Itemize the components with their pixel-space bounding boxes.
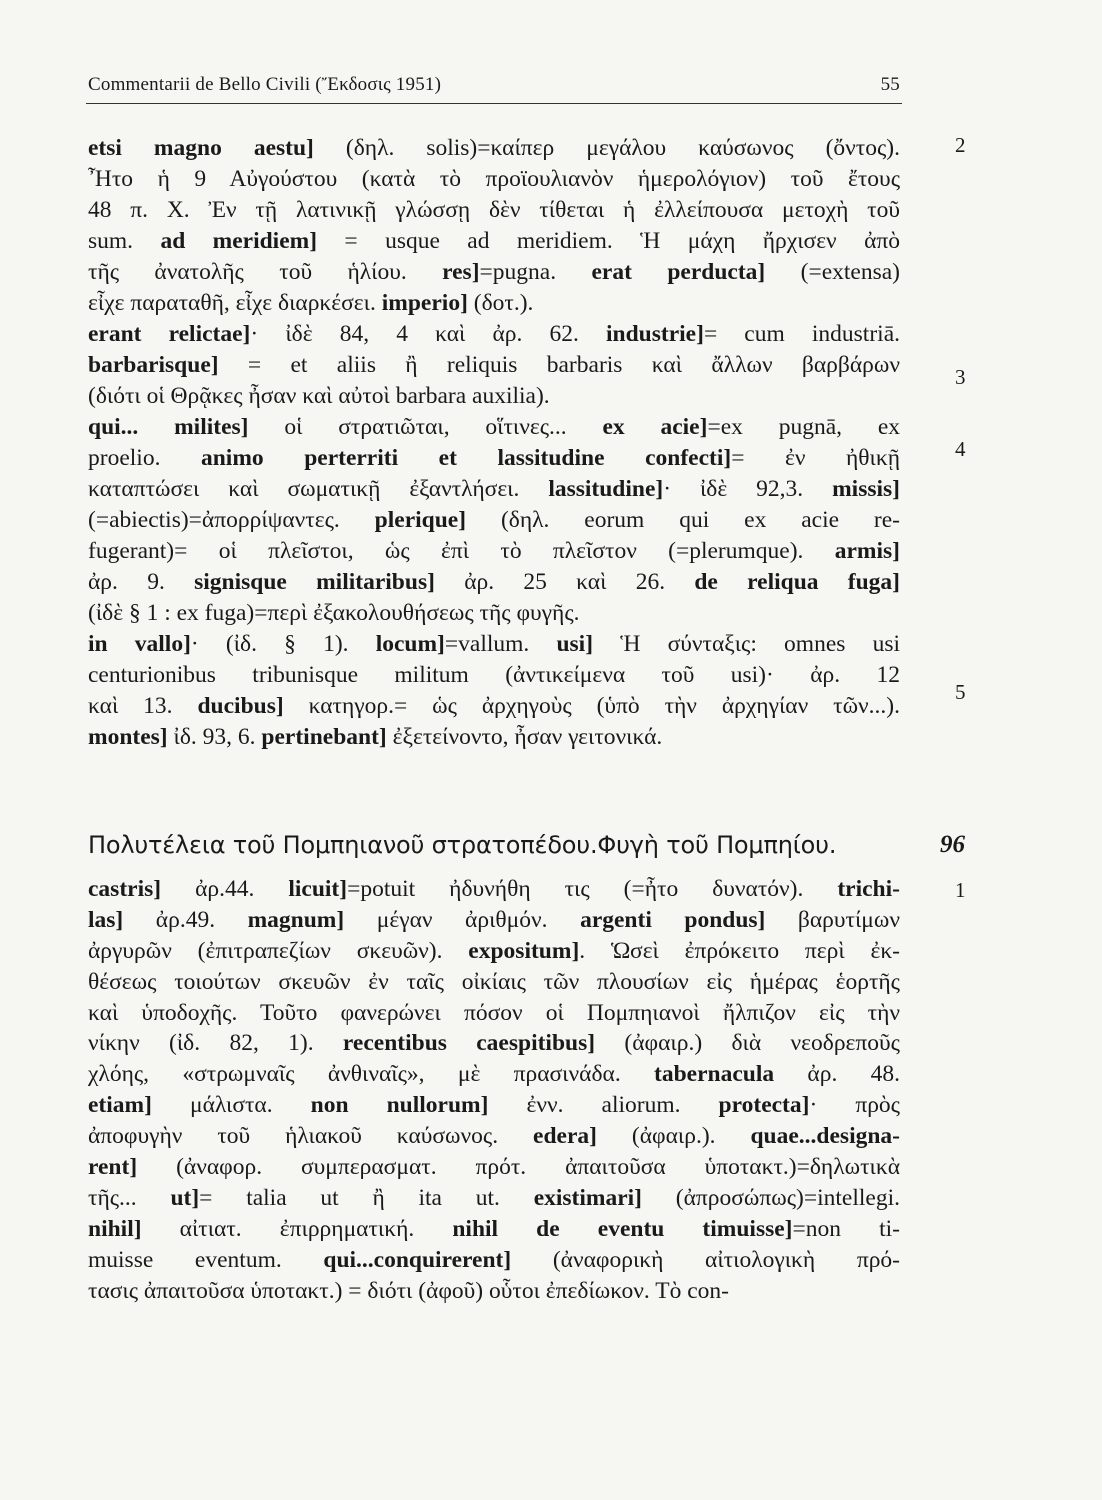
- lemma: las]: [88, 906, 124, 933]
- lemma: barbarisque]: [88, 352, 219, 378]
- text-line: in vallo]· (ἰδ. § 1). locum]=vallum. usi] Ἡ σύνταξις: omnes usi: [88, 631, 901, 657]
- lemma: erat perducta]: [591, 259, 766, 285]
- text-line: ἀποφυγὴν τοῦ ἡλιακοῦ καύσωνος. edera] (ἀφαιρ.). quae...designa-: [88, 1123, 900, 1150]
- text-line: εἶχε παραταθῆ, εἶχε διαρκέσει. imperio] (δοτ.).: [88, 290, 534, 316]
- text-line: nihil] αἰτιατ. ἐπιρρηματική. nihil de eventu timuisse]=non ti-: [88, 1215, 900, 1242]
- text-line: las] ἀρ.49. magnum] μέγαν ἀριθμόν. argenti pondus] βαρυτίμων: [88, 906, 900, 933]
- lemma: locum]: [375, 631, 445, 657]
- text-line: ἀργυρῶν (ἐπιτραπεζίων σκευῶν). expositum]. Ὡσεὶ ἐπρόκειτο περὶ ἐκ-: [88, 937, 900, 964]
- lemma: argenti pondus]: [580, 906, 766, 933]
- text-line: (ἰδὲ § 1 : ex fuga)=περὶ ἐξακολουθήσεως τῆς φυγῆς.: [88, 600, 580, 626]
- lemma: industrie]: [606, 321, 704, 347]
- lemma: imperio]: [381, 290, 468, 316]
- lemma: qui...conquirerent]: [323, 1246, 512, 1273]
- lemma: nihil]: [88, 1215, 142, 1242]
- text-line: castris] ἀρ.44. licuit]=potuit ἠδυνήθη τις (=ἦτο δυνατόν). trichi-: [88, 876, 900, 902]
- lemma: non nullorum]: [310, 1092, 489, 1119]
- lemma: recentibus caespitibus]: [342, 1030, 596, 1057]
- text-line: erant relictae]· ἰδὲ 84, 4 καὶ ἀρ. 62. industrie]= cum industriā.: [88, 321, 901, 347]
- text-line: Ἦτο ἡ 9 Αὐγούστου (κατὰ τὸ προϊουλιανὸν ἡμερολόγιον) τοῦ ἔτους: [88, 166, 900, 192]
- text-line: proelio. animo perterriti et lassitudine confecti]= ἐν ἠθικῇ: [88, 445, 900, 471]
- lemma: protecta]: [718, 1092, 810, 1119]
- text-line: 48 π. Χ. Ἐν τῇ λατινικῇ γλώσσῃ δὲν τίθεται ἡ ἐλλείπουσα μετοχὴ τοῦ: [88, 197, 900, 223]
- text-line: τῆς... ut]= talia ut ἢ ita ut. existimari] (ἀπροσώπως)=intellegi.: [88, 1184, 900, 1211]
- lemma: expositum]: [468, 937, 580, 964]
- lemma: quae...designa-: [750, 1123, 900, 1150]
- lemma: plerique]: [374, 507, 467, 533]
- text-line: sum. ad meridiem] = usque ad meridiem. Ἡ μάχη ἤρχισεν ἀπὸ: [88, 228, 900, 254]
- lemma: edera]: [533, 1123, 597, 1150]
- text-line: θέσεως τοιούτων σκευῶν ἐν ταῖς οἰκίαις τῶν πλουσίων εἰς ἡμέρας ἑορτῆς: [88, 968, 900, 995]
- lemma: lassitudine]: [548, 476, 664, 502]
- page-number: 55: [880, 74, 900, 95]
- lemma: castris]: [88, 876, 162, 902]
- text-line: fugerant)= οἱ πλεῖστοι, ὡς ἐπὶ τὸ πλεῖστον (=plerumque). armis]: [88, 538, 900, 564]
- lemma: trichi-: [837, 876, 900, 902]
- text-line: τῆς ἀνατολῆς τοῦ ἡλίου. res]=pugna. erat perducta] (=extensa): [88, 259, 900, 285]
- running-header: [88, 74, 900, 96]
- text-line: (διότι οἱ Θρᾷκες ἦσαν καὶ αὐτοὶ barbara auxilia).: [88, 383, 550, 409]
- lemma: in vallo]: [88, 631, 191, 657]
- margin-number: 3: [955, 365, 966, 389]
- lemma: animo perterriti et lassitudine confecti]: [200, 445, 732, 471]
- text-line: muisse eventum. qui...conquirerent] (ἀναφορικὴ αἰτιολογικὴ πρό-: [88, 1246, 900, 1273]
- margin-number: 5: [955, 680, 966, 704]
- text-line: etsi magno aestu] (δηλ. solis)=καίπερ μεγάλου καύσωνος (ὄντος).: [88, 135, 900, 161]
- lemma: etsi magno aestu]: [88, 135, 314, 161]
- section-heading: Πολυτέλεια τοῦ Πομπηιανοῦ στρατοπέδου.Φυγὴ τοῦ Πομπηίου.: [88, 831, 837, 859]
- lemma: missis]: [832, 476, 900, 502]
- text-line: καταπτώσει καὶ σωματικῇ ἐξαντλήσει. lassitudine]· ἰδὲ 92,3. missis]: [88, 476, 900, 502]
- text-line: καὶ 13. ducibus] κατηγορ.= ὡς ἀρχηγοὺς (ὑπὸ τὴν ἀρχηγίαν τῶν...).: [88, 693, 900, 719]
- lemma: pertinebant]: [261, 724, 387, 750]
- margin-number: 2: [955, 133, 966, 157]
- lemma: ex acie]: [602, 414, 708, 440]
- lemma: ut]: [170, 1184, 200, 1211]
- text-line: centurionibus tribunisque militum (ἀντικείμενα τοῦ usi)· ἀρ. 12: [88, 662, 900, 688]
- lemma: etiam]: [88, 1092, 152, 1119]
- text-line: (=abiectis)=ἀπορρίψαντες. plerique] (δηλ. eorum qui ex acie re-: [88, 507, 900, 533]
- lemma: usi]: [556, 631, 594, 657]
- lemma: licuit]: [288, 876, 348, 902]
- lemma: signisque militaribus]: [194, 569, 435, 595]
- text-line: νίκην (ἰδ. 82, 1). recentibus caespitibus] (ἀφαιρ.) διὰ νεοδρεποῦς: [88, 1030, 900, 1057]
- lemma: tabernacula: [654, 1061, 775, 1088]
- text-line: etiam] μάλιστα. non nullorum] ἐνν. aliorum. protecta]· πρὸς: [88, 1092, 900, 1119]
- lemma: erant relictae]: [88, 321, 251, 347]
- lemma: magnum]: [247, 906, 345, 933]
- lemma: armis]: [834, 538, 900, 564]
- margin-number: 4: [955, 437, 966, 461]
- text-line: barbarisque] = et aliis ἢ reliquis barbaris καὶ ἄλλων βαρβάρων: [88, 352, 900, 378]
- text-line: ἀρ. 9. signisque militaribus] ἀρ. 25 καὶ 26. de reliqua fuga]: [88, 569, 901, 595]
- lemma: existimari]: [533, 1184, 643, 1211]
- text-line: rent] (ἀναφορ. συμπερασματ. πρότ. ἀπαιτοῦσα ὑποτακτ.)=δηλωτικὰ: [88, 1154, 900, 1181]
- header-title: Commentarii de Bello Civili (Ἔκδοσις 1951): [88, 74, 442, 95]
- lemma: ad meridiem]: [160, 228, 318, 254]
- commentary-block-2: [88, 874, 900, 1306]
- text-line: τασις ἀπαιτοῦσα ὑποτακτ.) = διότι (ἀφοῦ) οὗτοι ἐπεδίωκον. Τὸ con-: [88, 1277, 729, 1304]
- text-line: χλόης, «στρωμναῖς ἀνθιναῖς», μὲ πρασινάδα. tabernacula ἀρ. 48.: [88, 1061, 900, 1088]
- lemma: de reliqua fuga]: [694, 569, 901, 595]
- lemma: qui... milites]: [88, 414, 249, 440]
- lemma: res]: [442, 259, 480, 285]
- text-line: montes] ἰδ. 93, 6. pertinebant] ἐξετείνοντο, ἦσαν γειτονικά.: [88, 724, 663, 750]
- text-line: καὶ ὑποδοχῆς. Τοῦτο φανερώνει πόσον οἱ Πομπηιανοὶ ἤλπιζον εἰς τὴν: [88, 999, 900, 1026]
- lemma: montes]: [88, 724, 168, 750]
- lemma: nihil de eventu timuisse]: [452, 1215, 793, 1242]
- header-rule: [86, 103, 902, 104]
- lemma: rent]: [88, 1154, 138, 1181]
- lemma: ducibus]: [197, 693, 284, 719]
- commentary-block-1: [88, 133, 900, 753]
- text-line: qui... milites] οἱ στρατιῶται, οἵτινες... ex acie]=ex pugnā, ex: [88, 414, 900, 440]
- section-number: 96: [940, 831, 965, 858]
- margin-number: 1: [955, 878, 966, 902]
